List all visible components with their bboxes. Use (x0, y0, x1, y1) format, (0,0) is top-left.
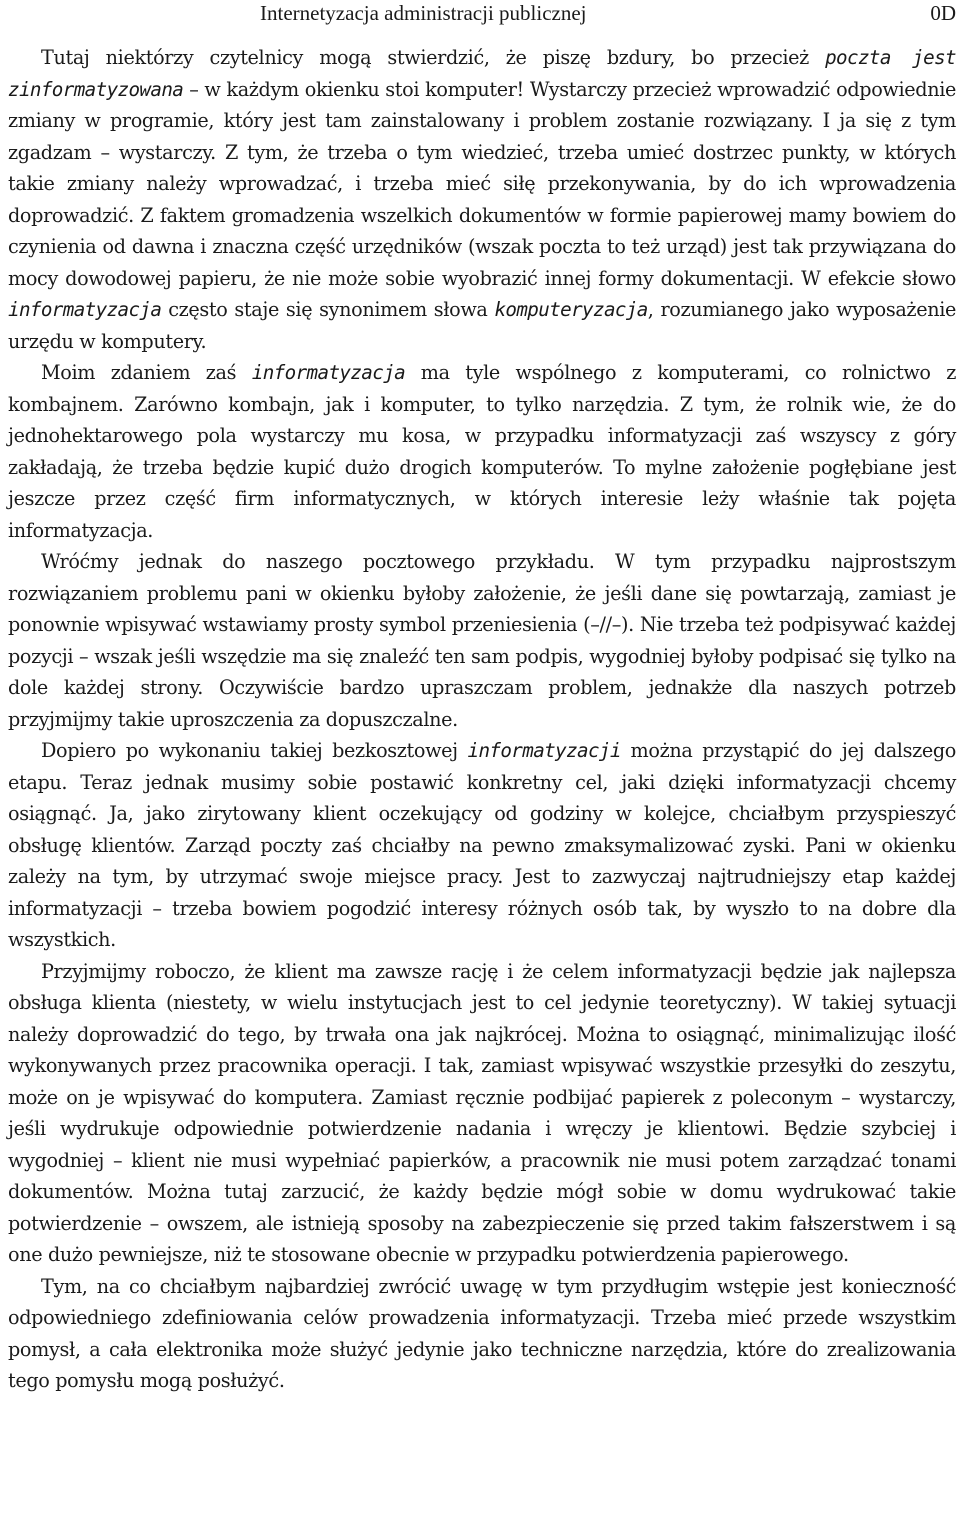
paragraph (8, 956, 956, 1271)
text-run: często staje się synonimem słowa (161, 298, 495, 321)
text-run: Tym, na co chciałbym najbardziej zwrócić uwagę w tym przydługim wstępie jest konieczność odpowiedniego zdefiniowania celów prowadzenia informatyzacji. Trzeba mieć przede wszystkim pomysł, a cała elektronika może służyć jedynie jako techniczne narzędzia, które do zrealizowania tego pomysłu mogą posłużyć. (8, 1274, 956, 1392)
emphasized-term: informatyzacja (251, 361, 406, 384)
text-run: ma tyle wspólnego z komputerami, co rolnictwo z kombajnem. Zarówno kombajn, jak i komputer, to tylko narzędzia. Z tym, że rolnik wie, że do jednohektarowego pola wystarczy mu kosa, w przypadku informatyzacji zaś wszyscy z góry zakładają, że trzeba będzie kupić dużo drogich komputerów. To mylne założenie pogłębiane jest jeszcze przez część firm informatycznych, w których interesie leży właśnie tak pojęta informatyzacja. (8, 361, 956, 542)
paragraph (8, 357, 956, 546)
emphasized-term: informatyzacja (8, 298, 162, 321)
text-run: Przyjmijmy roboczo, że klient ma zawsze rację i że celem informatyzacji będzie jak najlepsza obsługa klienta (niestety, w wielu instytucjach jest to cel jedynie teoretyczny). W takiej sytuacji należy doprowadzić do tego, by trwała ona jak najkrócej. Można to osiągnąć, minimalizując ilość wykonywanych przez pracownika operacji. I tak, zamiast wpisywać wszystkie przesyłki do zeszytu, może on je wpisywać do komputera. Zamiast ręcznie podbijać papierek z poleconym – wystarczy, jeśli wydrukuje odpowiednie potwierdzenie nadania i wręczy je klientowi. Będzie szybciej i wygodniej – klient nie musi wypełniać papierków, a pracownik nie musi potem zarządzać tonami dokumentów. Można tutaj zarzucić, że każdy będzie mógł sobie w domu wydrukować takie potwierdzenie – owszem, ale istnieją sposoby na zabezpieczenie się przed takim fałszerstwem i są one dużo pewniejsze, niż te stosowane obecnie w przypadku potwierdzenia papierowego. (8, 959, 956, 1266)
text-run: – w każdym okienku stoi komputer! Wystarczy przecież wprowadzić odpowiednie zmiany w programie, który jest tam zainstalowany i problem zostanie rozwiązany. I ja się z tym zgadzam – wystarczy. Z tym, że trzeba o tym wiedzieć, trzeba umieć dostrzec punkty, w których takie zmiany należy wprowadzać, i trzeba mieć siłę przekonywania, by do ich wprowadzenia doprowadzić. Z faktem gromadzenia wszelkich dokumentów w formie papierowej mamy bowiem do czynienia od dawna i znaczna część urzędników (wszak poczta to też urząd) jest tak przywiązana do mocy dowodowej papieru, że nie może sobie wyobrazić innej formy dokumentacji. W efekcie słowo (8, 77, 956, 290)
header-title: Internetyzacja administracji publicznej (260, 1, 587, 25)
text-run: , rozumianego jako wyposażenie urzędu w komputery. (8, 298, 956, 353)
running-header (0, 0, 960, 30)
body-text (8, 42, 956, 1397)
text-run: Tutaj niektórzy czytelnicy mogą stwierdzić, że piszę bzdury, bo przecież (41, 46, 826, 69)
text-run: Wróćmy jednak do naszego pocztowego przykładu. W tym przypadku najprostszym rozwiązaniem problemu pani w okienku byłoby założenie, że jeśli dane się powtarzają, zamiast je ponownie wpisywać wstawiamy prosty symbol przeniesienia (–//–). Nie trzeba też podpisywać każdej pozycji – wszak jeśli wszędzie ma się znaleźć ten sam podpis, wygodniej byłoby podpisać się tylko na dole każdej strony. Oczywiście bardzo upraszczam problem, jednakże dla naszych potrzeb przyjmijmy takie uproszczenia za dopuszczalne. (8, 550, 956, 731)
emphasized-term: informatyzacji (467, 739, 621, 762)
emphasized-term: komputeryzacja (494, 298, 648, 321)
paragraph (8, 546, 956, 735)
text-run: można przystąpić do jej dalszego etapu. Teraz jednak musimy sobie postawić konkretny cel, jaki dzięki informatyzacji chcemy osiągnąć. Ja, jako zirytowany klient oczekujący od godziny w kolejce, chciałbym przyspieszyć obsługę klientów. Zarząd poczty zaś chciałby na pewno zmaksymalizować zyski. Pani w okienku zależy na tym, by utrzymać swoje miejsce pracy. Jest to zazwyczaj najtrudniejszy etap każdej informatyzacji – trzeba bowiem pogodzić interesy różnych osób tak, by wyszło to na dobre dla wszystkich. (8, 739, 956, 951)
text-run: Moim zdaniem zaś (41, 361, 252, 384)
paragraph (8, 1271, 956, 1397)
paragraph (8, 42, 956, 357)
paragraph (8, 735, 956, 956)
emphasized-term: poczta jest zinformatyzowana (8, 46, 956, 101)
text-run: Dopiero po wykonaniu takiej bezkosztowej (41, 739, 468, 762)
page-number: 0D (930, 1, 956, 25)
